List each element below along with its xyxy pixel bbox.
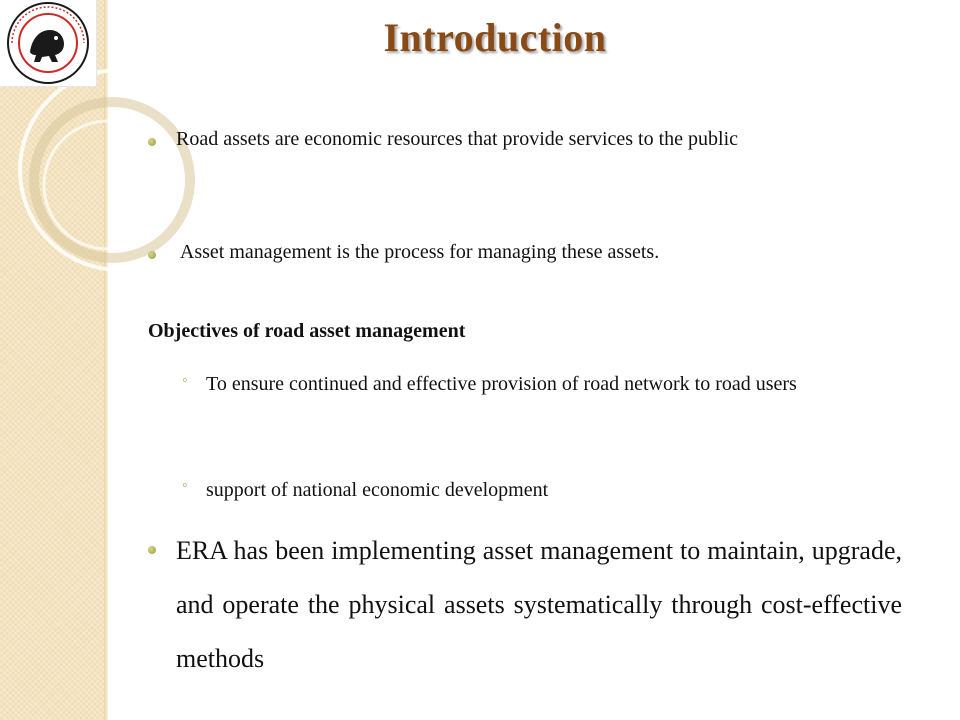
objectives-heading: Objectives of road asset management — [148, 320, 466, 342]
objective-item: To ensure continued and effective provision of road network to road users — [206, 373, 797, 395]
bullet-asset-management: Asset management is the process for managing these assets. — [176, 241, 660, 263]
bullet-icon — [148, 546, 156, 554]
objective-item: support of national economic development — [206, 479, 549, 501]
bullet-icon — [148, 251, 156, 259]
bullet-era-implementation: ERA has been implementing asset management to maintain, upgrade, and operate the physical assets systematically through cost-effective methods — [176, 536, 902, 673]
sub-bullet-ring-icon: ◦ — [182, 372, 188, 389]
sub-bullet-ring-icon: ◦ — [182, 477, 188, 494]
bullet-road-assets: Road assets are economic resources that provide services to the public — [176, 128, 739, 150]
slide-title: Introduction — [383, 15, 607, 60]
bullet-icon — [148, 138, 156, 146]
